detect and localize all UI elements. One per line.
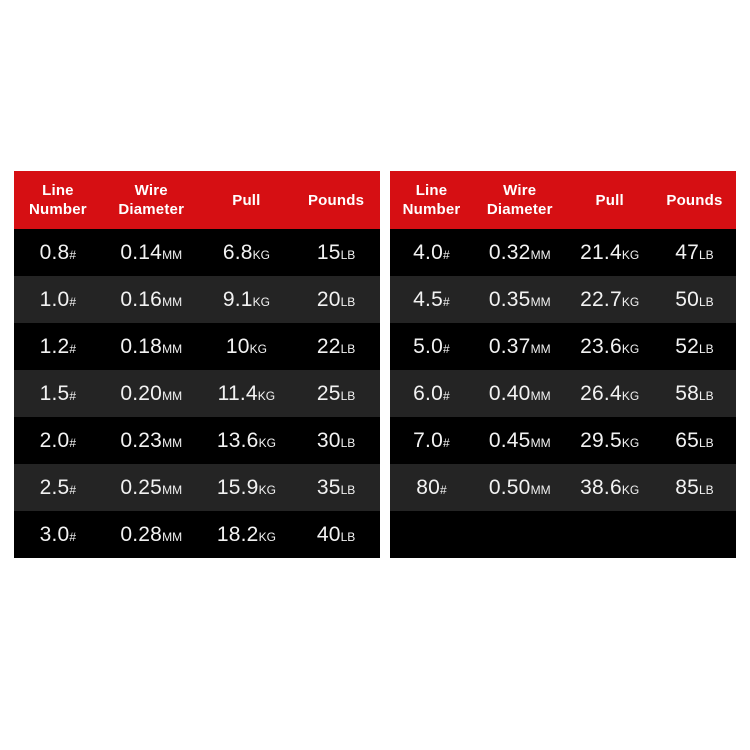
table-row: [14, 229, 380, 276]
cell-line-number: [390, 417, 473, 464]
value-pull: 15.9: [216, 475, 259, 499]
value-wire-diameter: 0.23: [120, 428, 163, 452]
table-row: [14, 323, 380, 370]
cell-pull: [566, 464, 653, 511]
unit-hash: #: [69, 482, 77, 497]
value-pounds: 50: [675, 287, 699, 311]
unit-mm: MM: [530, 294, 551, 309]
value-line-number: 80: [416, 475, 440, 499]
unit-kg: KG: [621, 294, 640, 309]
table-row: [390, 370, 736, 417]
value-pull: 22.7: [580, 287, 622, 311]
unit-mm: MM: [162, 247, 183, 262]
unit-hash: #: [69, 435, 77, 450]
cell-pounds: [653, 464, 736, 511]
unit-hash: #: [69, 341, 77, 356]
value-line-number: 7.0: [413, 428, 443, 452]
cell-pull: [201, 511, 293, 558]
value-pull: 18.2: [216, 522, 259, 546]
table-header-left: [14, 171, 380, 229]
cell-pounds: [292, 370, 380, 417]
table-row: [390, 323, 736, 370]
unit-kg: KG: [621, 435, 640, 450]
unit-kg: KG: [621, 388, 640, 403]
unit-hash: #: [69, 529, 77, 544]
cell-line-number: [14, 276, 102, 323]
unit-mm: MM: [530, 247, 551, 262]
header-line-number-l2: Number: [402, 201, 461, 218]
cell-pounds: [653, 323, 736, 370]
header-pounds: [292, 171, 380, 229]
unit-hash: #: [69, 388, 77, 403]
table-row: [390, 464, 736, 511]
table-row: [390, 417, 736, 464]
unit-hash: #: [442, 341, 450, 356]
cell-pull: [566, 370, 653, 417]
value-pull: 6.8: [222, 240, 253, 264]
tables-container: [14, 171, 736, 558]
cell-pull: [566, 323, 653, 370]
value-pounds: 52: [675, 334, 699, 358]
header-line-number-l1: Line: [42, 182, 74, 199]
unit-kg: KG: [621, 482, 640, 497]
header-pull-l1: Pull: [232, 191, 261, 209]
table-row: [14, 511, 380, 558]
header-pull: [566, 171, 653, 229]
unit-mm: MM: [162, 435, 183, 450]
unit-kg: KG: [621, 341, 640, 356]
cell-wire-diameter: [102, 276, 201, 323]
cell-wire-diameter: [473, 464, 566, 511]
header-line-number-l1: Line: [415, 182, 448, 199]
unit-mm: MM: [530, 388, 551, 403]
cell-line-number: [14, 511, 102, 558]
value-line-number: 2.5: [39, 475, 70, 499]
table-row: [14, 276, 380, 323]
cell-pull: [201, 370, 293, 417]
cell-pounds: [653, 276, 736, 323]
value-pounds: 30: [316, 428, 341, 452]
header-wire-diameter: [473, 171, 566, 229]
cell-pounds: [653, 229, 736, 276]
unit-lb: LB: [699, 341, 714, 356]
header-line-number: [14, 171, 102, 229]
cell-wire-diameter: [102, 323, 201, 370]
value-line-number: 4.0: [413, 240, 443, 264]
value-wire-diameter: 0.37: [488, 334, 531, 358]
header-row: [390, 171, 736, 229]
value-pull: 38.6: [580, 475, 622, 499]
value-pounds: 65: [675, 428, 699, 452]
value-line-number: 6.0: [413, 381, 443, 405]
table-row: [390, 276, 736, 323]
value-line-number: 2.0: [39, 428, 70, 452]
cell-empty: [473, 511, 566, 558]
value-pounds: 58: [675, 381, 699, 405]
unit-kg: KG: [258, 435, 276, 450]
unit-kg: KG: [621, 247, 640, 262]
value-line-number: 3.0: [39, 522, 70, 546]
cell-pounds: [292, 276, 380, 323]
table-row-filler: [390, 511, 736, 558]
table-header-right: [390, 171, 736, 229]
value-pull: 29.5: [580, 428, 622, 452]
cell-empty: [566, 511, 653, 558]
header-pounds-l1: Pounds: [307, 191, 365, 209]
unit-mm: MM: [162, 341, 183, 356]
cell-line-number: [14, 464, 102, 511]
table-row: [14, 417, 380, 464]
cell-pounds: [653, 417, 736, 464]
unit-mm: MM: [162, 388, 183, 403]
table-row: [14, 464, 380, 511]
cell-pull: [201, 417, 293, 464]
unit-hash: #: [442, 435, 450, 450]
unit-kg: KG: [252, 247, 270, 262]
header-wire-diameter-l1: Wire: [134, 182, 168, 199]
unit-mm: MM: [530, 435, 551, 450]
cell-line-number: [14, 417, 102, 464]
unit-kg: KG: [258, 482, 276, 497]
cell-line-number: [390, 370, 473, 417]
header-line-number-l2: Number: [28, 201, 87, 218]
cell-wire-diameter: [102, 370, 201, 417]
value-wire-diameter: 0.14: [120, 240, 163, 264]
cell-pounds: [292, 511, 380, 558]
unit-hash: #: [69, 247, 77, 262]
cell-pounds: [292, 323, 380, 370]
cell-empty: [653, 511, 736, 558]
cell-line-number: [390, 276, 473, 323]
unit-hash: #: [442, 388, 450, 403]
cell-line-number: [14, 323, 102, 370]
cell-wire-diameter: [102, 417, 201, 464]
value-pull: 21.4: [580, 240, 622, 264]
cell-pull: [201, 464, 293, 511]
unit-mm: MM: [162, 294, 183, 309]
cell-pull: [566, 229, 653, 276]
cell-pull: [201, 276, 293, 323]
value-pounds: 25: [316, 381, 341, 405]
unit-kg: KG: [258, 529, 276, 544]
unit-hash: #: [442, 247, 450, 262]
cell-wire-diameter: [473, 229, 566, 276]
unit-lb: LB: [340, 482, 356, 497]
value-wire-diameter: 0.40: [488, 381, 531, 405]
value-pull: 26.4: [580, 381, 622, 405]
cell-line-number: [390, 323, 473, 370]
unit-hash: #: [439, 482, 447, 497]
value-line-number: 1.5: [39, 381, 70, 405]
table-row: [390, 229, 736, 276]
line-spec-table-right: [390, 171, 736, 558]
value-pounds: 40: [316, 522, 341, 546]
value-pounds: 20: [316, 287, 341, 311]
cell-wire-diameter: [473, 417, 566, 464]
cell-empty: [390, 511, 473, 558]
cell-wire-diameter: [102, 511, 201, 558]
cell-pull: [566, 417, 653, 464]
value-line-number: 1.2: [39, 334, 70, 358]
header-wire-diameter: [102, 171, 201, 229]
value-wire-diameter: 0.25: [120, 475, 163, 499]
cell-pull: [566, 276, 653, 323]
value-wire-diameter: 0.16: [120, 287, 163, 311]
value-pull: 11.4: [217, 381, 258, 405]
value-wire-diameter: 0.20: [120, 381, 163, 405]
cell-pull: [201, 229, 293, 276]
cell-wire-diameter: [473, 370, 566, 417]
cell-wire-diameter: [102, 464, 201, 511]
cell-wire-diameter: [102, 229, 201, 276]
value-wire-diameter: 0.28: [120, 522, 163, 546]
cell-line-number: [390, 464, 473, 511]
unit-hash: #: [69, 294, 77, 309]
table-row: [14, 370, 380, 417]
unit-lb: LB: [340, 247, 356, 262]
value-pounds: 15: [316, 240, 341, 264]
cell-pounds: [292, 229, 380, 276]
value-pull: 13.6: [216, 428, 259, 452]
value-wire-diameter: 0.45: [488, 428, 531, 452]
unit-lb: LB: [699, 435, 714, 450]
header-row: [14, 171, 380, 229]
value-line-number: 4.5: [413, 287, 443, 311]
header-pull-l1: Pull: [595, 191, 624, 209]
header-line-number: [390, 171, 473, 229]
unit-lb: LB: [340, 435, 356, 450]
unit-kg: KG: [252, 294, 270, 309]
cell-pounds: [292, 417, 380, 464]
cell-line-number: [14, 370, 102, 417]
header-pull: [201, 171, 293, 229]
unit-lb: LB: [340, 529, 356, 544]
value-line-number: 1.0: [39, 287, 70, 311]
unit-kg: KG: [257, 388, 276, 403]
unit-lb: LB: [340, 294, 356, 309]
cell-pounds: [292, 464, 380, 511]
value-pounds: 22: [316, 334, 341, 358]
unit-mm: MM: [162, 482, 183, 497]
value-wire-diameter: 0.32: [488, 240, 531, 264]
unit-hash: #: [442, 294, 450, 309]
table-body-left: [14, 229, 380, 558]
cell-wire-diameter: [473, 323, 566, 370]
unit-lb: LB: [340, 341, 356, 356]
value-pounds: 35: [316, 475, 341, 499]
unit-lb: LB: [699, 247, 714, 262]
unit-mm: MM: [530, 341, 551, 356]
unit-lb: LB: [340, 388, 356, 403]
value-line-number: 0.8: [39, 240, 70, 264]
value-pull: 23.6: [580, 334, 622, 358]
value-pull: 9.1: [222, 287, 253, 311]
cell-wire-diameter: [473, 276, 566, 323]
unit-kg: KG: [249, 341, 267, 356]
unit-mm: MM: [162, 529, 183, 544]
cell-line-number: [390, 229, 473, 276]
header-wire-diameter-l2: Diameter: [486, 201, 553, 218]
cell-pounds: [653, 370, 736, 417]
cell-line-number: [14, 229, 102, 276]
cell-pull: [201, 323, 293, 370]
unit-lb: LB: [699, 294, 714, 309]
line-spec-table-left: [14, 171, 380, 558]
header-wire-diameter-l2: Diameter: [118, 201, 185, 218]
header-pounds: [653, 171, 736, 229]
unit-lb: LB: [699, 482, 714, 497]
header-pounds-l1: Pounds: [666, 191, 723, 209]
header-wire-diameter-l1: Wire: [503, 182, 537, 199]
value-wire-diameter: 0.50: [488, 475, 531, 499]
unit-lb: LB: [699, 388, 714, 403]
value-pounds: 47: [675, 240, 699, 264]
value-wire-diameter: 0.18: [120, 334, 163, 358]
value-wire-diameter: 0.35: [488, 287, 531, 311]
value-line-number: 5.0: [413, 334, 443, 358]
unit-mm: MM: [530, 482, 551, 497]
value-pull: 10: [225, 334, 250, 358]
table-body-right: [390, 229, 736, 558]
value-pounds: 85: [675, 475, 699, 499]
